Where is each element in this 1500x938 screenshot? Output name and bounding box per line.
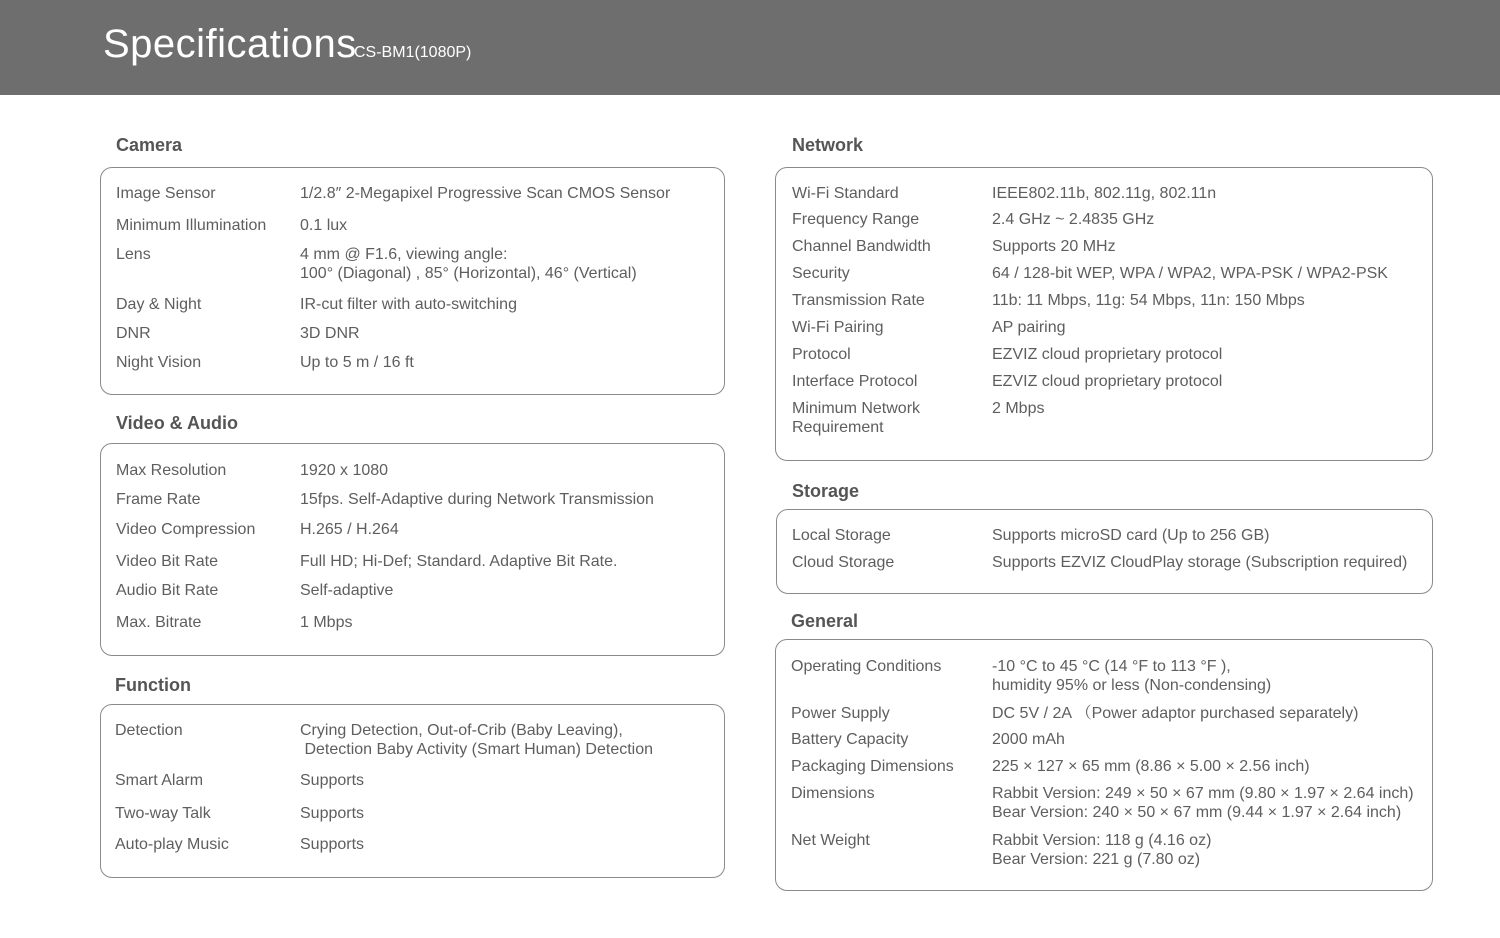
- spec-value: Rabbit Version: 249 × 50 × 67 mm (9.80 × 1.97 × 2.64 inch): [992, 785, 1414, 802]
- spec-label: Lens: [116, 246, 151, 263]
- spec-value: Rabbit Version: 118 g (4.16 oz): [992, 832, 1212, 849]
- spec-value: 2000 mAh: [992, 731, 1065, 748]
- spec-label: Detection: [115, 722, 183, 739]
- spec-label: Video Bit Rate: [116, 553, 218, 570]
- section-title-function: Function: [115, 675, 191, 695]
- spec-value: Supports: [300, 805, 365, 822]
- spec-label: Smart Alarm: [115, 772, 204, 789]
- spec-value: H.265 / H.264: [300, 521, 399, 538]
- header-banner: [0, 0, 1500, 95]
- spec-value: 100° (Diagonal) , 85° (Horizontal), 46° (Vertical): [300, 265, 637, 282]
- spec-label: Two-way Talk: [115, 805, 211, 822]
- spec-label: Image Sensor: [116, 185, 216, 202]
- spec-value: Detection Baby Activity (Smart Human) Detection: [300, 741, 654, 758]
- spec-label: Max Resolution: [116, 462, 227, 479]
- spec-label: Dimensions: [791, 785, 875, 802]
- spec-label: Transmission Rate: [792, 292, 925, 309]
- spec-value: 225 × 127 × 65 mm (8.86 × 5.00 × 2.56 inch): [992, 758, 1310, 775]
- spec-label: Net Weight: [791, 832, 870, 849]
- spec-label: Audio Bit Rate: [116, 582, 219, 599]
- spec-value: 64 / 128-bit WEP, WPA / WPA2, WPA-PSK / WPA2-PSK: [992, 265, 1388, 282]
- spec-label: Day & Night: [116, 296, 202, 313]
- spec-value: 1 Mbps: [300, 614, 353, 631]
- spec-label: Operating Conditions: [791, 658, 942, 675]
- spec-label: Night Vision: [116, 354, 202, 371]
- spec-value: Bear Version: 240 × 50 × 67 mm (9.44 × 1.97 × 2.64 inch): [992, 804, 1402, 821]
- spec-value: 15fps. Self-Adaptive during Network Transmission: [300, 491, 654, 508]
- spec-value: Crying Detection, Out-of-Crib (Baby Leaving),: [300, 722, 623, 739]
- spec-label: Cloud Storage: [792, 554, 895, 571]
- spec-value: 4 mm @ F1.6, viewing angle:: [300, 246, 508, 263]
- spec-value: 0.1 lux: [300, 217, 348, 234]
- section-title-storage: Storage: [792, 481, 860, 501]
- spec-label: Requirement: [792, 419, 884, 436]
- spec-value: 1920 x 1080: [300, 462, 389, 479]
- spec-label: Minimum Network: [792, 400, 921, 417]
- spec-value: EZVIZ cloud proprietary protocol: [992, 373, 1223, 390]
- spec-label: Local Storage: [792, 527, 891, 544]
- spec-value: -10 °C to 45 °C (14 °F to 113 °F ),: [992, 658, 1231, 675]
- spec-label: Minimum Illumination: [116, 217, 267, 234]
- spec-value: DC 5V / 2A （Power adaptor purchased separately): [992, 705, 1359, 722]
- spec-value: Supports 20 MHz: [992, 238, 1116, 255]
- spec-value: Supports: [300, 836, 365, 853]
- spec-label: Battery Capacity: [791, 731, 909, 748]
- spec-value: 11b: 11 Mbps, 11g: 54 Mbps, 11n: 150 Mbps: [992, 292, 1305, 309]
- spec-label: Video Compression: [116, 521, 256, 538]
- spec-value: Supports microSD card (Up to 256 GB): [992, 527, 1270, 544]
- spec-label: Max. Bitrate: [116, 614, 202, 631]
- spec-value: IR-cut filter with auto-switching: [300, 296, 517, 313]
- spec-value: EZVIZ cloud proprietary protocol: [992, 346, 1223, 363]
- section-title-video-audio: Video & Audio: [116, 413, 239, 433]
- section-title-network: Network: [792, 135, 864, 155]
- spec-value: Supports: [300, 772, 365, 789]
- spec-label: Channel Bandwidth: [792, 238, 931, 255]
- spec-label: Security: [792, 265, 850, 282]
- spec-value: IEEE802.11b, 802.11g, 802.11n: [992, 185, 1217, 202]
- spec-value: 2 Mbps: [992, 400, 1045, 417]
- spec-value: humidity 95% or less (Non-condensing): [992, 677, 1272, 694]
- spec-value: Up to 5 m / 16 ft: [300, 354, 414, 371]
- spec-value: AP pairing: [992, 319, 1066, 336]
- spec-label: Frame Rate: [116, 491, 201, 508]
- spec-label: Packaging Dimensions: [791, 758, 954, 775]
- spec-label: Frequency Range: [792, 211, 920, 228]
- spec-label: Protocol: [792, 346, 851, 363]
- spec-value: Self-adaptive: [300, 582, 394, 599]
- section-title-general: General: [791, 611, 859, 631]
- page-title: Specifications: [103, 22, 357, 66]
- section-title-camera: Camera: [116, 135, 183, 155]
- spec-label: Auto-play Music: [115, 836, 229, 853]
- spec-value: 2.4 GHz ~ 2.4835 GHz: [992, 211, 1155, 228]
- spec-value: 3D DNR: [300, 325, 360, 342]
- model-name: CS-BM1(1080P): [354, 44, 472, 61]
- spec-value: Supports EZVIZ CloudPlay storage (Subscription required): [992, 554, 1408, 571]
- spec-value: Full HD; Hi-Def; Standard. Adaptive Bit Rate.: [300, 553, 618, 570]
- spec-label: Interface Protocol: [792, 373, 918, 390]
- spec-label: Wi-Fi Standard: [792, 185, 899, 202]
- spec-label: DNR: [116, 325, 151, 342]
- spec-label: Wi-Fi Pairing: [792, 319, 884, 336]
- spec-value: 1/2.8″ 2-Megapixel Progressive Scan CMOS Sensor: [300, 185, 671, 202]
- spec-label: Power Supply: [791, 705, 890, 722]
- spec-value: Bear Version: 221 g (7.80 oz): [992, 851, 1201, 868]
- section-box-storage: [776, 509, 1433, 594]
